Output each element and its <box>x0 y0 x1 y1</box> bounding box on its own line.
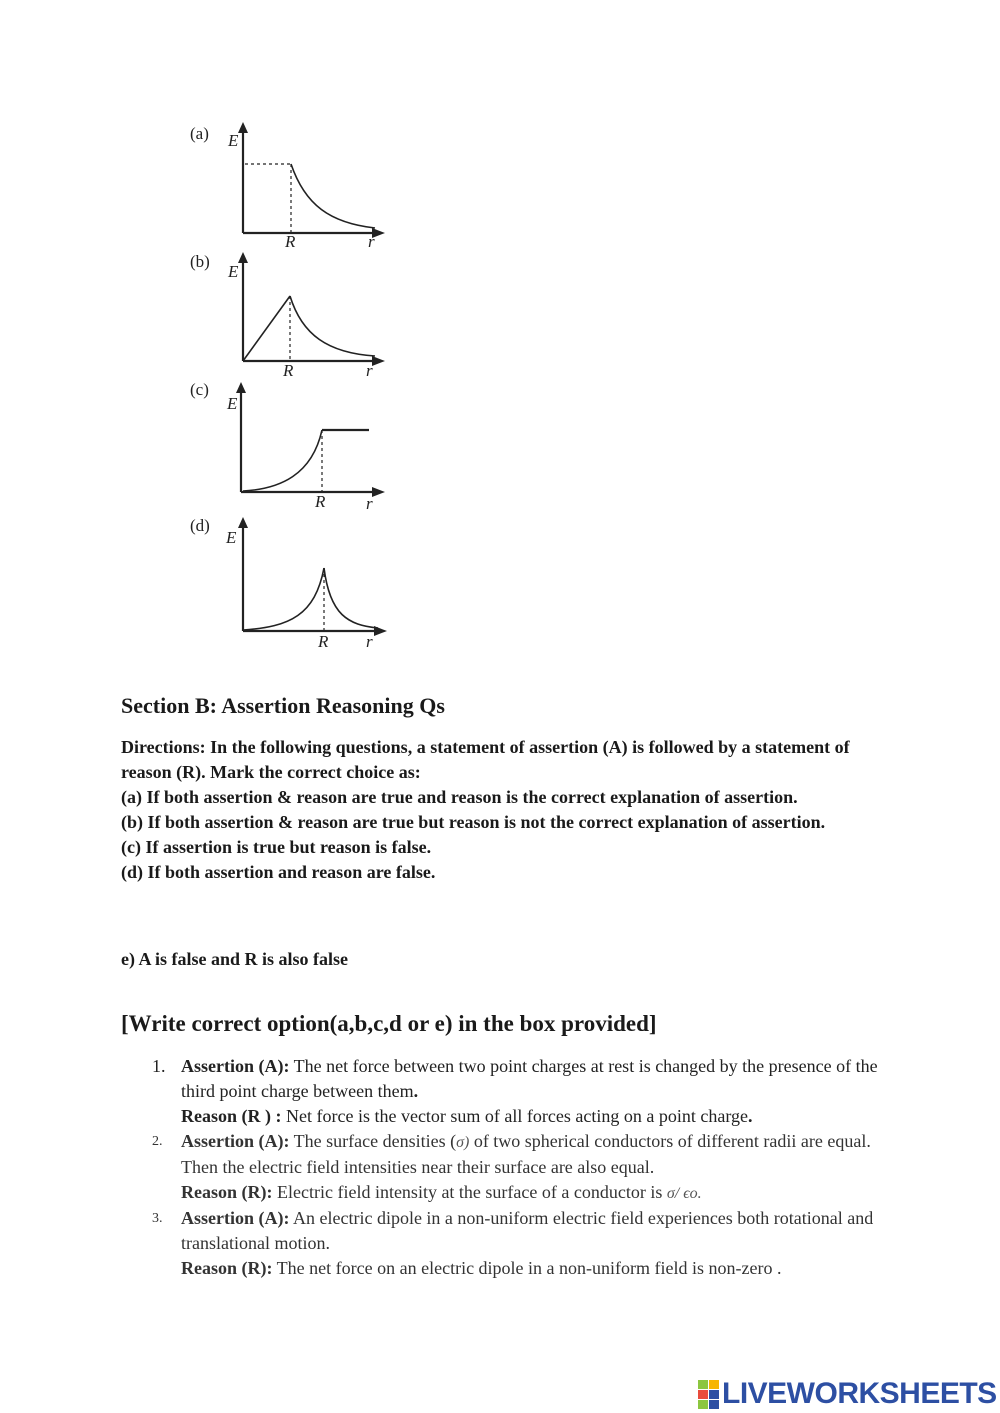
graph-b-r-marker: R <box>283 361 294 380</box>
graph-a-r-marker: R <box>285 232 296 251</box>
question-list <box>150 1054 880 1281</box>
assertion-label: Assertion (A): <box>181 1208 290 1228</box>
graph-d-x-label: r <box>366 632 373 651</box>
assertion-label: Assertion (A): <box>181 1131 290 1151</box>
reason-text: The net force on an electric dipole in a non-uniform field is non-zero . <box>272 1258 782 1278</box>
logo-block-yellow <box>709 1380 719 1389</box>
graph-a-curve <box>291 164 375 228</box>
assertion-text-end: of two spherical conductors of different radii are equal. Then the electric field intensities near their surface are also equal. <box>181 1131 871 1177</box>
liveworksheets-logo[interactable] <box>698 1378 997 1410</box>
reason-line <box>181 1104 880 1129</box>
graph-a-y-arrow <box>238 122 248 133</box>
graph-b-option-label: (b) <box>190 252 210 271</box>
answer-instruction: [Write correct option(a,b,c,d or e) in the box provided] <box>121 1011 657 1036</box>
graph-c-option-label: (c) <box>190 380 209 399</box>
logo-block-green-2 <box>698 1400 708 1409</box>
directions-choice-d: (d) If both assertion and reason are false. <box>121 862 436 882</box>
question-item-3 <box>150 1206 880 1281</box>
graph-c <box>190 380 385 513</box>
reason-text: Net force is the vector sum of all forces acting on a point charge <box>281 1106 748 1126</box>
reason-label: Reason (R ) : <box>181 1106 282 1126</box>
graph-b <box>190 252 385 380</box>
graph-b-linear-rise <box>243 296 290 361</box>
graph-c-y-label: E <box>227 394 238 413</box>
graph-a-option-label: (a) <box>190 124 209 143</box>
graph-a-y-label: E <box>228 131 239 150</box>
logo-block-red <box>698 1390 708 1399</box>
graph-c-y-arrow <box>236 382 246 393</box>
reason-label: Reason (R): <box>181 1258 273 1278</box>
field-graphs <box>180 115 410 655</box>
assertion-text-start: The surface densities ( <box>289 1131 457 1151</box>
graph-b-y-label: E <box>228 262 239 281</box>
liveworksheets-logo-icon <box>698 1380 718 1408</box>
logo-block-green <box>698 1380 708 1389</box>
graph-d-r-marker: R <box>318 632 329 651</box>
question-number: 3. <box>152 1211 163 1226</box>
graph-c-x-arrow <box>372 487 385 497</box>
reason-period: . <box>748 1106 753 1126</box>
directions-block <box>121 735 881 885</box>
question-number: 2. <box>152 1134 163 1149</box>
graph-b-x-arrow <box>372 356 385 366</box>
reason-line <box>181 1256 880 1281</box>
assertion-text: An electric dipole in a non-uniform electric field experiences both rotational and translational motion. <box>181 1208 874 1253</box>
logo-block-blue-2 <box>709 1400 719 1409</box>
assertion-line <box>181 1129 880 1180</box>
graph-c-r-marker: R <box>315 492 326 511</box>
sigma-symbol: σ) <box>456 1134 470 1151</box>
graph-b-y-arrow <box>238 252 248 263</box>
assertion-label: Assertion (A): <box>181 1056 290 1076</box>
graph-a-x-label: r <box>368 232 375 251</box>
reason-label: Reason (R): <box>181 1182 273 1202</box>
question-item-2 <box>150 1129 880 1206</box>
assertion-text: The net force between two point charges at rest is changed by the presence of the third point charge between them <box>181 1056 878 1101</box>
directions-choice-e: e) A is false and R is also false <box>121 949 349 969</box>
graph-c-curve <box>243 430 322 491</box>
graph-d <box>190 516 387 651</box>
graph-a <box>190 122 385 251</box>
graph-d-y-arrow <box>238 517 248 528</box>
graph-c-x-label: r <box>366 494 373 513</box>
sigma-over-epsilon: σ/ ϵo. <box>666 1185 702 1202</box>
section-title: Section B: Assertion Reasoning Qs <box>121 693 445 718</box>
logo-block-blue <box>709 1390 719 1399</box>
directions-choice-b: (b) If both assertion & reason are true but reason is not the correct explanation of assertion. <box>121 812 826 832</box>
question-number: 1. <box>152 1056 166 1076</box>
assertion-line <box>181 1206 880 1256</box>
directions-choice-c: (c) If assertion is true but reason is false. <box>121 837 432 857</box>
graph-d-rising-curve <box>243 568 324 630</box>
graph-d-y-label: E <box>226 528 237 547</box>
liveworksheets-logo-text: LIVEWORKSHEETS <box>722 1377 997 1410</box>
reason-line <box>181 1180 880 1206</box>
graph-d-option-label: (d) <box>190 516 210 535</box>
graph-b-curve <box>290 296 375 356</box>
directions-intro: Directions: In the following questions, a statement of assertion (A) is followed by a statement of reason (R). Mark the correct choice as: <box>121 737 850 782</box>
graphs-svg <box>180 115 410 655</box>
directions-choice-a: (a) If both assertion & reason are true and reason is the correct explanation of assertion. <box>121 787 798 807</box>
assertion-line <box>181 1054 880 1104</box>
graph-d-falling-curve <box>324 568 378 628</box>
graph-b-x-label: r <box>366 361 373 380</box>
assertion-period: . <box>413 1081 419 1101</box>
reason-text: Electric field intensity at the surface of a conductor is <box>272 1182 667 1202</box>
question-item-1 <box>150 1054 880 1129</box>
